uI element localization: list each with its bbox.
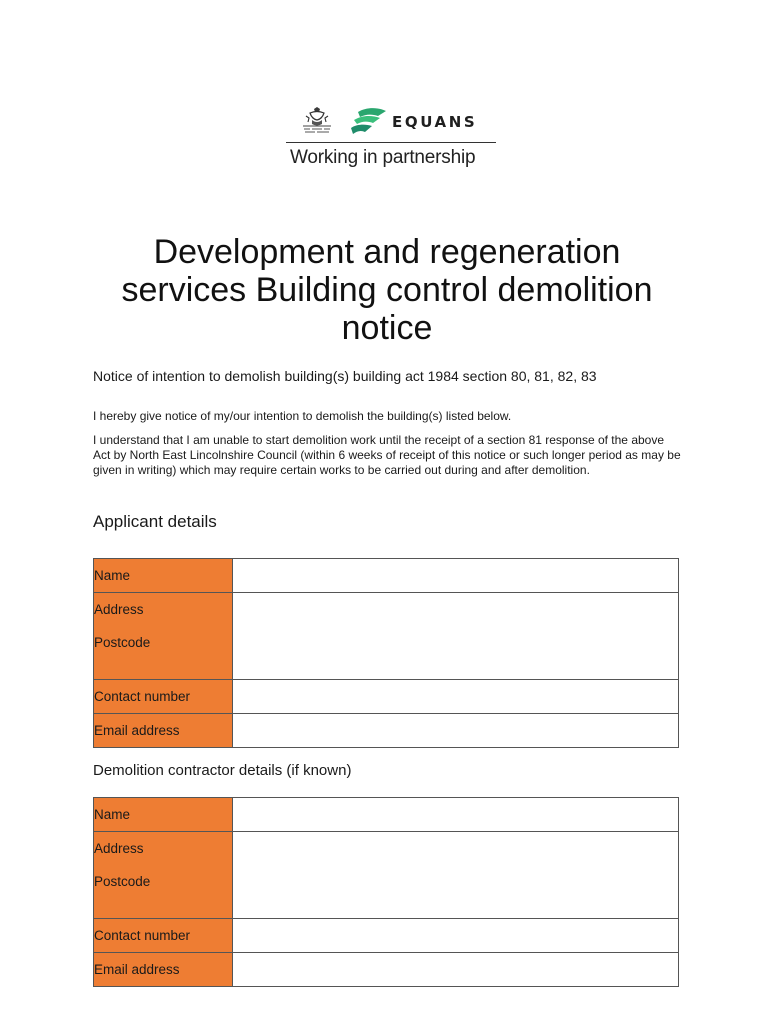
contractor-details-heading: Demolition contractor details (if known) bbox=[93, 762, 352, 779]
logo-divider bbox=[286, 142, 496, 143]
applicant-name-label: Name bbox=[94, 559, 233, 593]
notice-paragraph: I hereby give notice of my/our intention to demolish the building(s) listed below. bbox=[93, 409, 512, 423]
tagline: Working in partnership bbox=[290, 147, 476, 168]
applicant-email-field[interactable] bbox=[233, 714, 679, 748]
equans-logo-icon bbox=[348, 106, 388, 136]
applicant-contact-row bbox=[94, 680, 679, 714]
applicant-name-field[interactable] bbox=[233, 559, 679, 593]
applicant-details-table bbox=[93, 558, 679, 748]
applicant-email-label: Email address bbox=[94, 714, 233, 748]
contractor-contact-field[interactable] bbox=[233, 919, 679, 953]
applicant-email-row bbox=[94, 714, 679, 748]
contractor-email-row bbox=[94, 953, 679, 987]
applicant-contact-field[interactable] bbox=[233, 680, 679, 714]
page-title: Development and regeneration services Building control demolition notice bbox=[121, 233, 653, 347]
applicant-address-label-cell bbox=[94, 593, 233, 680]
equans-wordmark: EQUANS bbox=[392, 113, 478, 131]
notice-subtitle: Notice of intention to demolish building(s) building act 1984 section 80, 81, 82, 83 bbox=[93, 368, 597, 384]
contractor-email-label: Email address bbox=[94, 953, 233, 987]
logo-block bbox=[286, 100, 496, 172]
applicant-name-row bbox=[94, 559, 679, 593]
contractor-name-field[interactable] bbox=[233, 798, 679, 832]
applicant-postcode-label: Postcode bbox=[94, 635, 151, 650]
contractor-email-field[interactable] bbox=[233, 953, 679, 987]
contractor-contact-row bbox=[94, 919, 679, 953]
contractor-name-label: Name bbox=[94, 798, 233, 832]
council-crest-icon bbox=[300, 106, 334, 134]
contractor-contact-label: Contact number bbox=[94, 919, 233, 953]
applicant-address-row bbox=[94, 593, 679, 680]
understanding-paragraph: I understand that I am unable to start demolition work until the receipt of a section 81 response of the above Act by North East Lincolnshire Council (within 6 weeks of receipt of this notice or such longer period as may be given in writing) which may require certain works to be carried out during and after demolition. bbox=[93, 433, 681, 477]
contractor-address-label-cell bbox=[94, 832, 233, 919]
applicant-address-field[interactable] bbox=[233, 593, 679, 680]
contractor-address-row bbox=[94, 832, 679, 919]
contractor-address-label: Address bbox=[94, 841, 144, 856]
contractor-address-field[interactable] bbox=[233, 832, 679, 919]
applicant-details-heading: Applicant details bbox=[93, 512, 217, 531]
applicant-address-label: Address bbox=[94, 602, 144, 617]
applicant-contact-label: Contact number bbox=[94, 680, 233, 714]
contractor-name-row bbox=[94, 798, 679, 832]
contractor-postcode-label: Postcode bbox=[94, 874, 151, 889]
contractor-details-table bbox=[93, 797, 679, 987]
